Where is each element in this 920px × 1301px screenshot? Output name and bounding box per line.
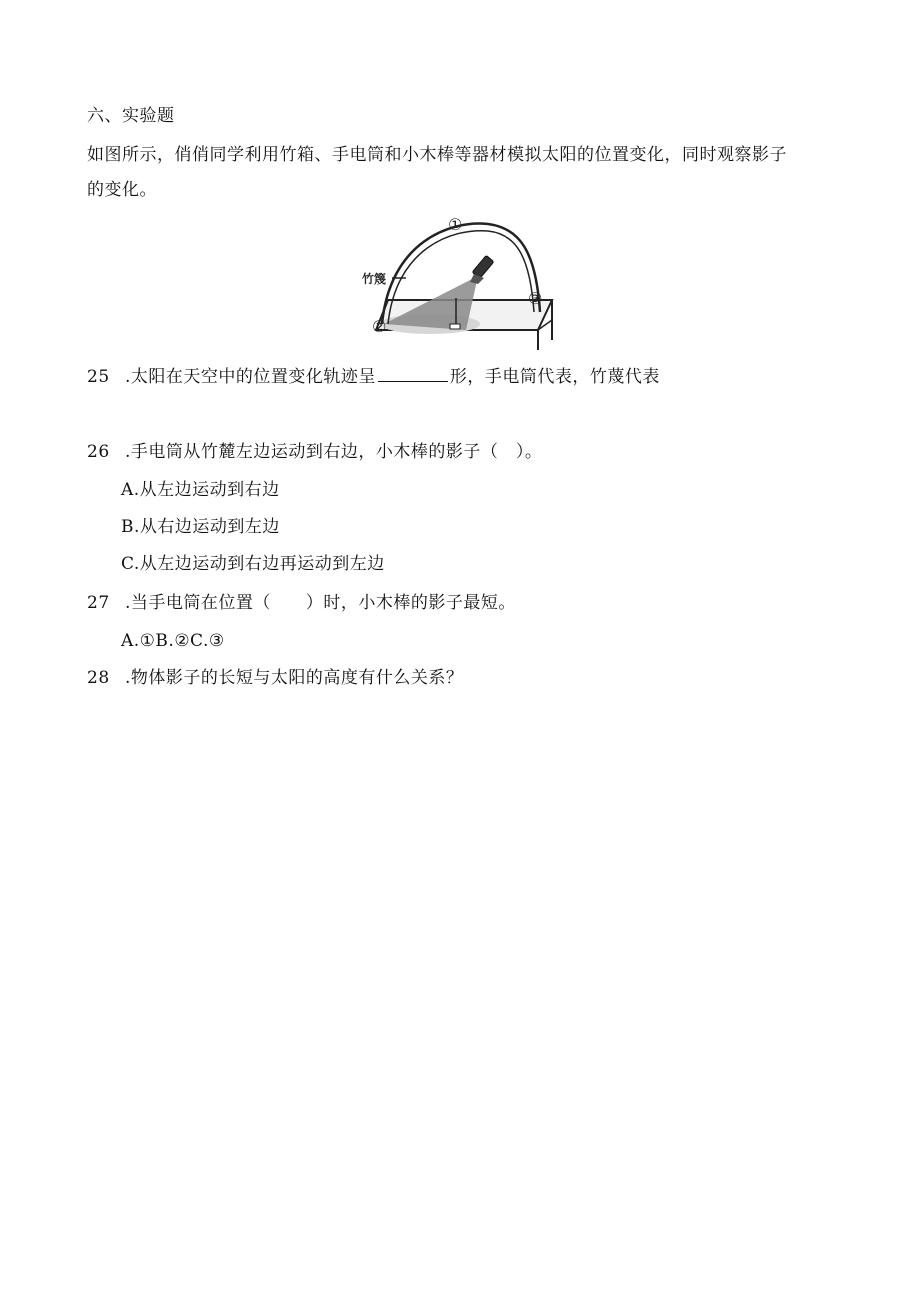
question-26 [87,440,542,464]
question-text: .当手电筒在位置（ ）时，小木棒的影子最短。 [125,593,516,613]
bamboo-label: 竹篾 [362,272,387,286]
position-marker-2: ② [372,317,387,336]
question-text: .太阳在天空中的位置变化轨迹呈 [125,367,376,387]
section-title: 六、实验题 [87,106,175,126]
options-line-27[interactable]: A.①B.②C.③ [121,631,225,651]
answer-blank[interactable] [378,365,448,382]
intro-text-line-2: 的变化。 [87,180,157,200]
intro-text-line-1: 如图所示，俏俏同学利用竹箱、手电筒和小木棒等器材模拟太阳的位置变化，同时观察影子 [87,145,787,165]
question-text: .手电筒从竹麓左边运动到右边，小木棒的影子（ ）。 [125,442,543,462]
question-25 [87,365,660,389]
option-a[interactable]: A.从左边运动到右边 [121,480,280,500]
stick-base [450,324,460,329]
question-number: 28 [87,668,110,688]
experiment-illustration [360,212,565,352]
position-marker-1: ① [448,215,463,234]
experiment-figure [360,212,565,352]
question-number: 27 [87,593,110,613]
position-marker-3: ③ [528,289,543,308]
option-b[interactable]: B.从右边运动到左边 [121,517,280,537]
flashlight-icon [470,255,494,284]
question-text-cont: 形，手电筒代表，竹蔑代表 [449,367,660,387]
question-27 [87,591,516,615]
question-text: .物体影子的长短与太阳的高度有什么关系？ [125,668,464,688]
question-28 [87,666,463,690]
question-number: 26 [87,442,110,462]
question-number: 25 [87,367,110,387]
option-c[interactable]: C.从左边运动到右边再运动到左边 [121,554,385,574]
